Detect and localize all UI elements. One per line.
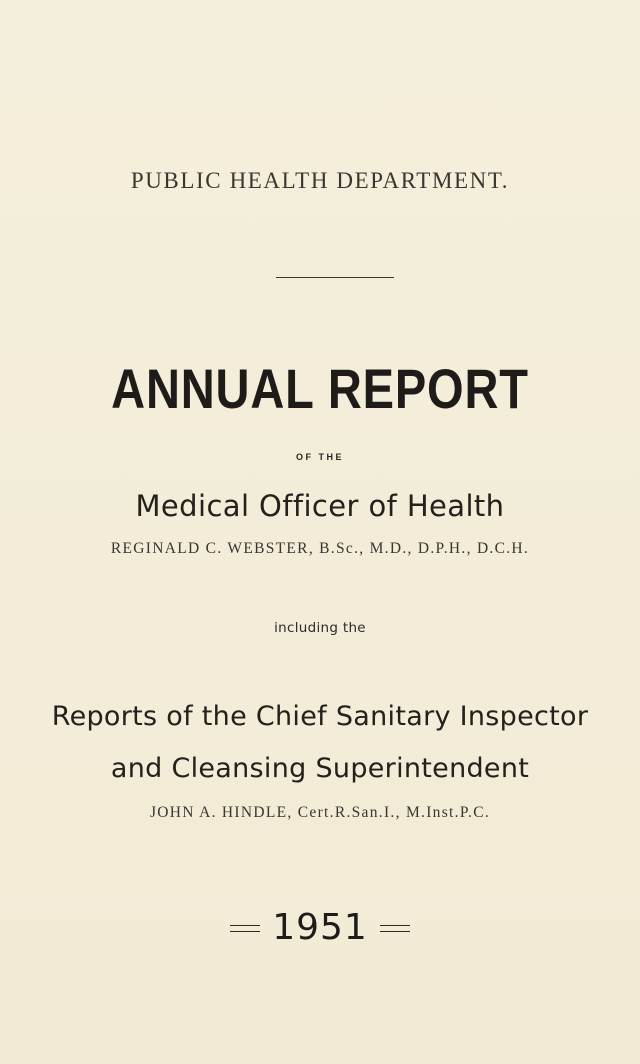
year-block bbox=[0, 903, 640, 953]
report-year: 1951 bbox=[272, 907, 368, 948]
of-the-connector: OF THE bbox=[296, 452, 344, 462]
right-double-rule bbox=[380, 925, 410, 932]
department-heading: PUBLIC HEALTH DEPARTMENT. bbox=[130, 168, 510, 193]
officer-title: Medical Officer of Health bbox=[135, 489, 505, 523]
divider-rule bbox=[276, 277, 394, 278]
including-text: including the bbox=[274, 620, 366, 636]
inspector-name: JOHN A. HINDLE, Cert.R.San.I., M.Inst.P.C. bbox=[149, 804, 491, 821]
officer-name: REGINALD C. WEBSTER, B.Sc., M.D., D.P.H., D.C.H. bbox=[110, 540, 530, 557]
reports-heading-line2: and Cleansing Superintendent bbox=[110, 753, 530, 784]
reports-heading-line1: Reports of the Chief Sanitary Inspector bbox=[51, 701, 589, 732]
report-title: ANNUAL REPORT bbox=[111, 357, 529, 420]
left-double-rule bbox=[230, 925, 260, 932]
